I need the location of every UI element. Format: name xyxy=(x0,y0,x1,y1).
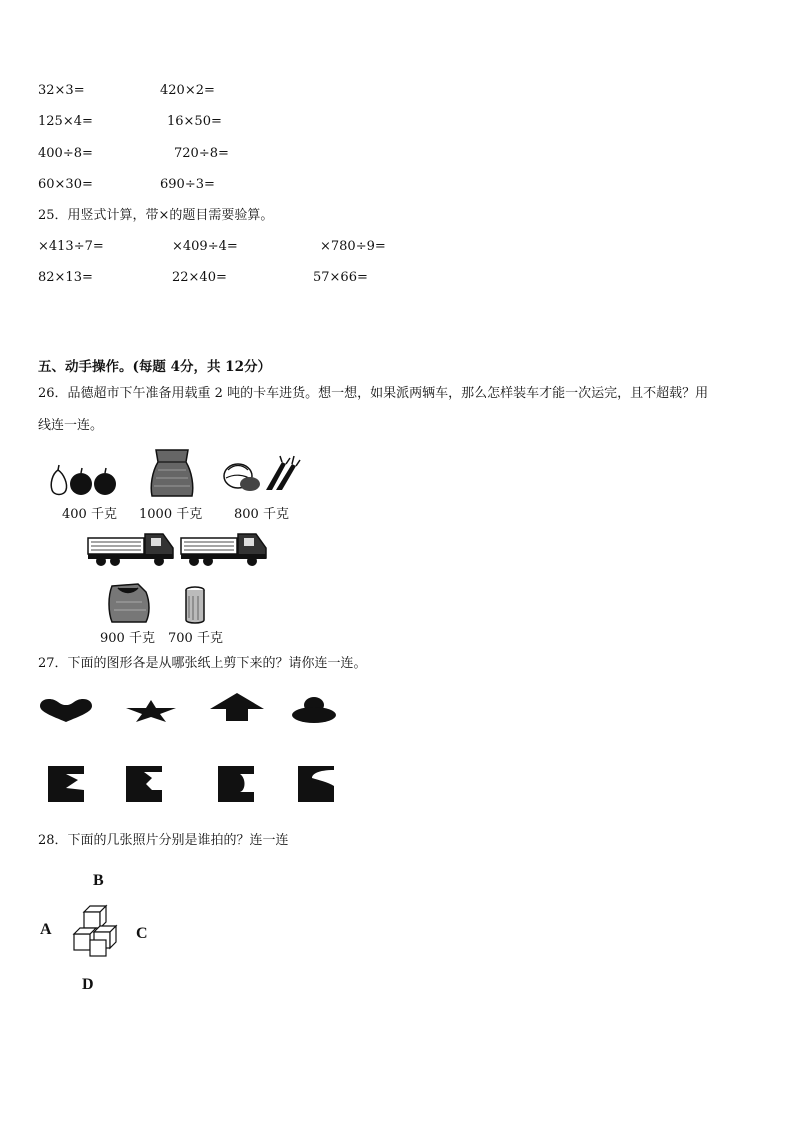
can-icon xyxy=(184,586,206,624)
mental-math-2b: 16×50= xyxy=(167,114,222,129)
sack-icon xyxy=(148,448,196,498)
mental-math-4b: 690÷3= xyxy=(160,177,215,192)
paper-cut-icon-1 xyxy=(48,766,84,802)
q26-text-line2: 线连一连。 xyxy=(38,418,104,433)
cube-stack-icon xyxy=(72,906,120,958)
mental-math-4a: 60×30= xyxy=(38,177,93,192)
apple-pear-icon xyxy=(48,462,120,498)
q28-text: 28．下面的几张照片分别是谁拍的？连一连 xyxy=(38,833,289,848)
q25-text: 25．用竖式计算，带×的题目需要验算。 xyxy=(38,208,274,223)
paper-cut-icon-4 xyxy=(298,766,334,802)
section-5-heading: 五、动手操作。(每题 4分，共 12分） xyxy=(38,359,271,375)
weight-label-400: 400 千克 xyxy=(62,507,117,522)
viewer-label-a: A xyxy=(40,921,52,938)
weight-label-800: 800 千克 xyxy=(234,507,289,522)
q25-problem-6: 57×66= xyxy=(313,270,368,285)
q25-problem-5: 22×40= xyxy=(172,270,227,285)
vegetables-icon xyxy=(220,456,302,494)
mental-math-1a: 32×3= xyxy=(38,83,85,98)
q25-problem-3: ×780÷9= xyxy=(320,239,386,254)
star-shape-icon xyxy=(126,700,176,722)
q25-problem-4: 82×13= xyxy=(38,270,93,285)
heart-shape-icon xyxy=(40,698,92,722)
viewer-label-d: D xyxy=(82,976,94,993)
weight-label-900: 900 千克 xyxy=(100,631,155,646)
truck-icon xyxy=(87,530,175,568)
viewer-label-b: B xyxy=(93,872,104,889)
mental-math-3a: 400÷8= xyxy=(38,146,93,161)
weight-label-700: 700 千克 xyxy=(168,631,223,646)
viewer-label-c: C xyxy=(136,925,148,942)
q26-text-line1: 26．品德超市下午准备用载重 2 吨的卡车进货。想一想，如果派两辆车，那么怎样装车才能一次运完，且不超载？用 xyxy=(38,386,709,401)
q25-problem-2: ×409÷4= xyxy=(172,239,238,254)
truck-icon xyxy=(180,530,268,568)
blob-shape-icon xyxy=(292,697,336,723)
q27-text: 27．下面的图形各是从哪张纸上剪下来的？请你连一连。 xyxy=(38,656,367,671)
paper-cut-icon-2 xyxy=(126,766,162,802)
mental-math-1b: 420×2= xyxy=(160,83,215,98)
mental-math-3b: 720÷8= xyxy=(174,146,229,161)
mental-math-2a: 125×4= xyxy=(38,114,93,129)
q25-problem-1: ×413÷7= xyxy=(38,239,104,254)
bag-icon xyxy=(106,582,152,624)
paper-cut-icon-3 xyxy=(218,766,254,802)
weight-label-1000: 1000 千克 xyxy=(139,507,203,522)
arrow-shape-icon xyxy=(210,693,264,721)
